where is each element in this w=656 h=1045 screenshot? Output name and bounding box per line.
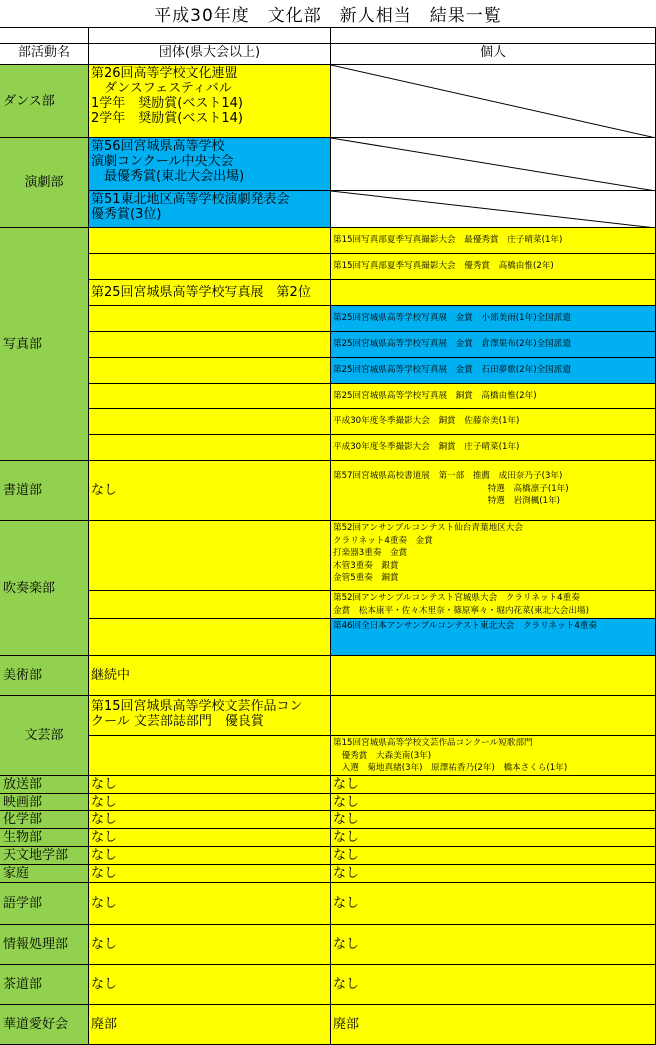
photo-team-empty <box>89 228 331 254</box>
blank-cell <box>0 28 89 44</box>
result-line: 2学年 奨励賞(ベスト14) <box>91 111 243 126</box>
literature-team-result <box>89 696 331 736</box>
broadcast-team-result: なし <box>89 776 331 794</box>
film-team-result: なし <box>89 794 331 811</box>
blank-cell <box>331 28 656 44</box>
language-team-result: なし <box>89 883 331 925</box>
flower-individual-result: 廃部 <box>331 1005 656 1045</box>
header-team: 団体(県大会以上) <box>89 44 331 65</box>
club-photo: 写真部 <box>0 228 89 461</box>
photo-team-empty <box>89 384 331 409</box>
astronomy-team-result: なし <box>89 847 331 865</box>
photo-individual-result: 第25回宮城県高等学校写真展 金賞 倉澤果布(2年)全国派遣 <box>331 332 656 358</box>
home-individual-result: なし <box>331 865 656 883</box>
result-line: 優秀賞 大森美南(3年) <box>333 750 432 761</box>
result-line: 第15回宮城県高等学校文芸作品コンクール短歌部門 <box>333 738 533 748</box>
result-line: クラリネット4重奏 金賞 <box>333 535 433 546</box>
photo-individual-result: 第15回写真部夏季写真撮影大会 優秀賞 高橋由惟(2年) <box>331 254 656 280</box>
result-line: 特選 岩渕楓(1年) <box>333 496 561 506</box>
club-literature: 文芸部 <box>0 696 89 776</box>
club-home: 家庭 <box>0 865 89 883</box>
club-biology: 生物部 <box>0 829 89 847</box>
photo-individual-result: 第25回宮城県高等学校写真展 金賞 石田夢歌(2年)全国派遣 <box>331 358 656 384</box>
photo-individual-empty <box>331 280 656 306</box>
band-individual-result-2 <box>331 591 656 619</box>
result-line: 第57回宮城県高校書道展 第一部 推薦 成田奈乃子(3年) <box>333 471 563 481</box>
result-line: 優秀賞(3位) <box>91 207 162 222</box>
tea-individual-result: なし <box>331 965 656 1005</box>
astronomy-individual-result: なし <box>331 847 656 865</box>
diagonal-line <box>331 65 656 138</box>
drama-team-result-2 <box>89 191 331 228</box>
result-line: クール 文芸部誌部門 優良賞 <box>91 714 264 729</box>
photo-team-empty <box>89 306 331 332</box>
band-team-empty <box>89 521 331 591</box>
club-tea: 茶道部 <box>0 965 89 1005</box>
biology-individual-result: なし <box>331 829 656 847</box>
club-language: 語学部 <box>0 883 89 925</box>
drama-individual-empty <box>331 138 656 191</box>
result-line: 第56回宮城県高等学校 <box>91 139 225 154</box>
club-it: 情報処理部 <box>0 925 89 965</box>
club-band: 吹奏楽部 <box>0 521 89 656</box>
photo-individual-result: 第15回写真部夏季写真撮影大会 最優秀賞 庄子晴菜(1年) <box>331 228 656 254</box>
club-drama: 演劇部 <box>0 138 89 228</box>
home-team-result: なし <box>89 865 331 883</box>
result-line: 第26回高等学校文化連盟 <box>91 66 238 81</box>
result-line: 金賞 松本康平・佐々木里奈・篠原寧々・堀内花菜(東北大会出場) <box>333 605 589 616</box>
result-line: 木管3重奏 銀賞 <box>333 560 399 571</box>
photo-team-empty <box>89 435 331 461</box>
result-line: 入選 菊地真緒(3年) 原澤祐香乃(2年) 橋本さくら(1年) <box>333 763 568 773</box>
club-dance: ダンス部 <box>0 65 89 138</box>
drama-team-result-1 <box>89 138 331 191</box>
result-line: 金管5重奏 銅賞 <box>333 573 399 583</box>
tea-team-result: なし <box>89 965 331 1005</box>
it-team-result: なし <box>89 925 331 965</box>
photo-team-result: 第25回宮城県高等学校写真展 第2位 <box>89 280 331 306</box>
result-line: 第51東北地区高等学校演劇発表会 <box>91 192 290 207</box>
band-team-empty <box>89 591 331 619</box>
result-line: 第52回アンサンブルコンテスト宮城県大会 クラリネット4重奏 <box>333 593 580 603</box>
band-team-empty <box>89 619 331 656</box>
photo-team-empty <box>89 358 331 384</box>
page-title: 平成30年度 文化部 新人相当 結果一覧 <box>0 0 656 28</box>
photo-individual-result: 平成30年度冬季撮影大会 銅賞 庄子晴菜(1年) <box>331 435 656 461</box>
header-club: 部活動名 <box>0 44 89 65</box>
result-line: ダンスフェスティバル <box>91 81 232 96</box>
calligraphy-team-result: なし <box>89 461 331 521</box>
club-art: 美術部 <box>0 656 89 696</box>
result-line: 最優秀賞(東北大会出場) <box>91 169 245 184</box>
literature-team-empty <box>89 736 331 776</box>
band-individual-result-3: 第46回全日本アンサンブルコンテスト東北大会 クラリネット4重奏 <box>331 619 656 656</box>
club-chemistry: 化学部 <box>0 811 89 829</box>
band-individual-result-1 <box>331 521 656 591</box>
blank-cell <box>89 28 331 44</box>
photo-team-empty <box>89 254 331 280</box>
flower-team-result: 廃部 <box>89 1005 331 1045</box>
photo-team-empty <box>89 332 331 358</box>
chemistry-individual-result: なし <box>331 811 656 829</box>
club-calligraphy: 書道部 <box>0 461 89 521</box>
art-team-result: 継続中 <box>89 656 331 696</box>
diagonal-line <box>331 138 656 191</box>
literature-individual-result <box>331 736 656 776</box>
it-individual-result: なし <box>331 925 656 965</box>
dance-team-result <box>89 65 331 138</box>
result-line: 演劇コンクール中央大会 <box>91 154 234 169</box>
photo-individual-result: 第25回宮城県高等学校写真展 銅賞 高橋由惟(2年) <box>331 384 656 409</box>
broadcast-individual-result: なし <box>331 776 656 794</box>
calligraphy-individual-result <box>331 461 656 521</box>
diagonal-line <box>331 191 656 228</box>
language-individual-result: なし <box>331 883 656 925</box>
club-film: 映画部 <box>0 794 89 811</box>
chemistry-team-result: なし <box>89 811 331 829</box>
photo-team-empty <box>89 409 331 435</box>
result-line: 打楽器3重奏 金賞 <box>333 548 408 558</box>
art-individual-empty <box>331 656 656 696</box>
result-line: 第52回アンサンブルコンテスト仙台青葉地区大会 <box>333 523 523 533</box>
result-line: 第15回宮城県高等学校文芸作品コン <box>91 699 303 714</box>
photo-individual-result: 第25回宮城県高等学校写真展 金賞 小部美雨(1年)全国派遣 <box>331 306 656 332</box>
literature-individual-empty <box>331 696 656 736</box>
club-flower: 華道愛好会 <box>0 1005 89 1045</box>
result-line: 特選 高橋凛子(1年) <box>333 483 569 494</box>
film-individual-result: なし <box>331 794 656 811</box>
photo-individual-result: 平成30年度冬季撮影大会 銅賞 佐藤奈美(1年) <box>331 409 656 435</box>
result-line: 1学年 奨励賞(ベスト14) <box>91 96 243 111</box>
header-individual: 個人 <box>331 44 656 65</box>
club-astronomy: 天文地学部 <box>0 847 89 865</box>
dance-individual-empty <box>331 65 656 138</box>
biology-team-result: なし <box>89 829 331 847</box>
drama-individual-empty <box>331 191 656 228</box>
club-broadcast: 放送部 <box>0 776 89 794</box>
